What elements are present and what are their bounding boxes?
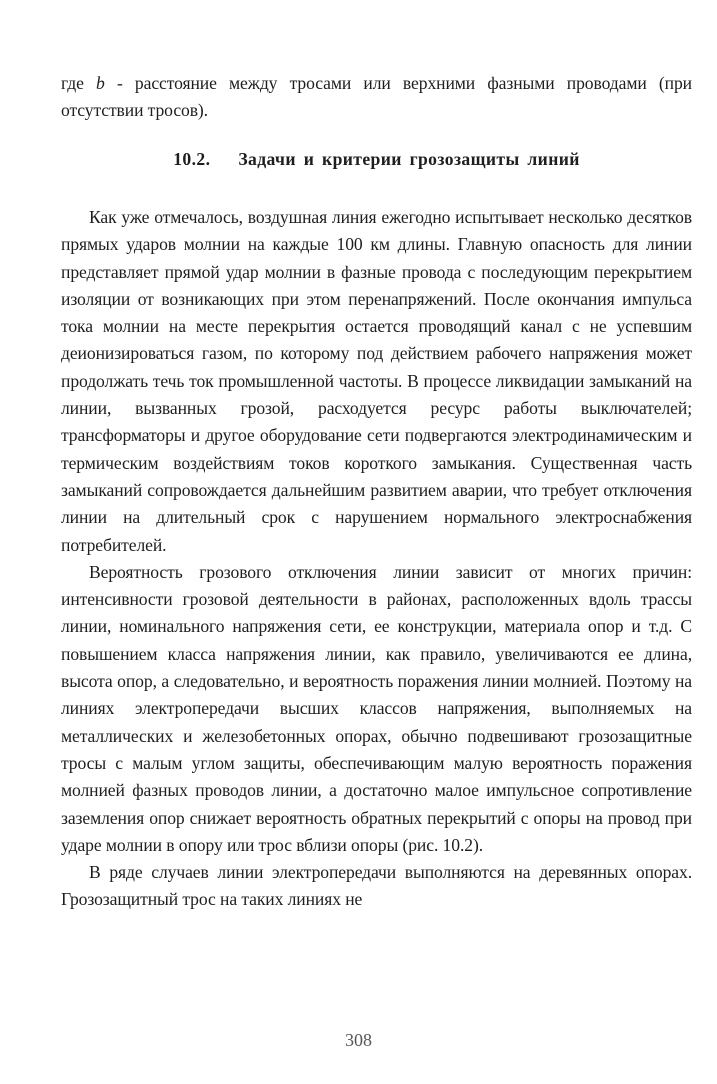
- body-text: [61, 204, 692, 914]
- paragraph-2: Вероятность грозового отключения линии зависит от многих причин: интенсивности грозовой деятельности в районах, расположенных вдоль трассы линии, номинального напряжения сети, ее конструкции, материала опор и т.д. С повышением класса напряжения линии, как правило, увеличиваются ее длина, высота опор, а следовательно, и вероятность поражения линии молнией. Поэтому на линиях электропередачи высших классов напряжения, выполняемых на металлических и железобетонных опорах, обычно подвешивают грозозащитные тросы с малым углом защиты, обеспечивающим малую вероятность поражения молнией фазных проводов линии, а достаточно малое импульсное сопротивление заземления опор снижает вероятность обратных перекрытий с опоры на провод при ударе молнии в опору или трос вблизи опоры (рис. 10.2).: [61, 561, 692, 855]
- section-heading: [61, 145, 692, 173]
- page-number: 308: [345, 1030, 372, 1050]
- intro-symbol: b: [96, 73, 105, 93]
- intro-paragraph: [61, 70, 692, 125]
- intro-text: - расстояние между тросами или верхними фазными проводами (при отсутствии тросов).: [61, 73, 692, 121]
- section-number: 10.2.: [173, 149, 211, 169]
- intro-prefix: где: [61, 73, 97, 93]
- paragraph-3: В ряде случаев линии электропередачи выполняются на деревянных опорах. Грозозащитный трос на таких линиях не: [61, 862, 692, 910]
- paragraph-1: Как уже отмечалось, воздушная линия ежегодно испытывает несколько десятков прямых ударов молнии на каждые 100 км длины. Главную опасность для линии представляет прямой удар молнии в фазные провода с последующим перекрытием изоляции от возникающих при этом перенапряжений. После окончания импульса тока молнии на месте перекрытия остается проводящий канал с не успевшим деионизироваться газом, по которому под действием рабочего напряжения может продолжать течь ток промышленной частоты. В процессе ликвидации замыканий на линии, вызванных грозой, расходуется ресурс работы выключателей; трансформаторы и другое оборудование сети подвергаются электродинамическим и термическим воздействиям токов короткого замыкания. Существенная часть замыканий сопровождается дальнейшим развитием аварии, что требует отключения линии на длительный срок с нарушением нормального электроснабжения потребителей.: [61, 207, 692, 555]
- section-title: Задачи и критерии грозозащиты линий: [238, 149, 580, 169]
